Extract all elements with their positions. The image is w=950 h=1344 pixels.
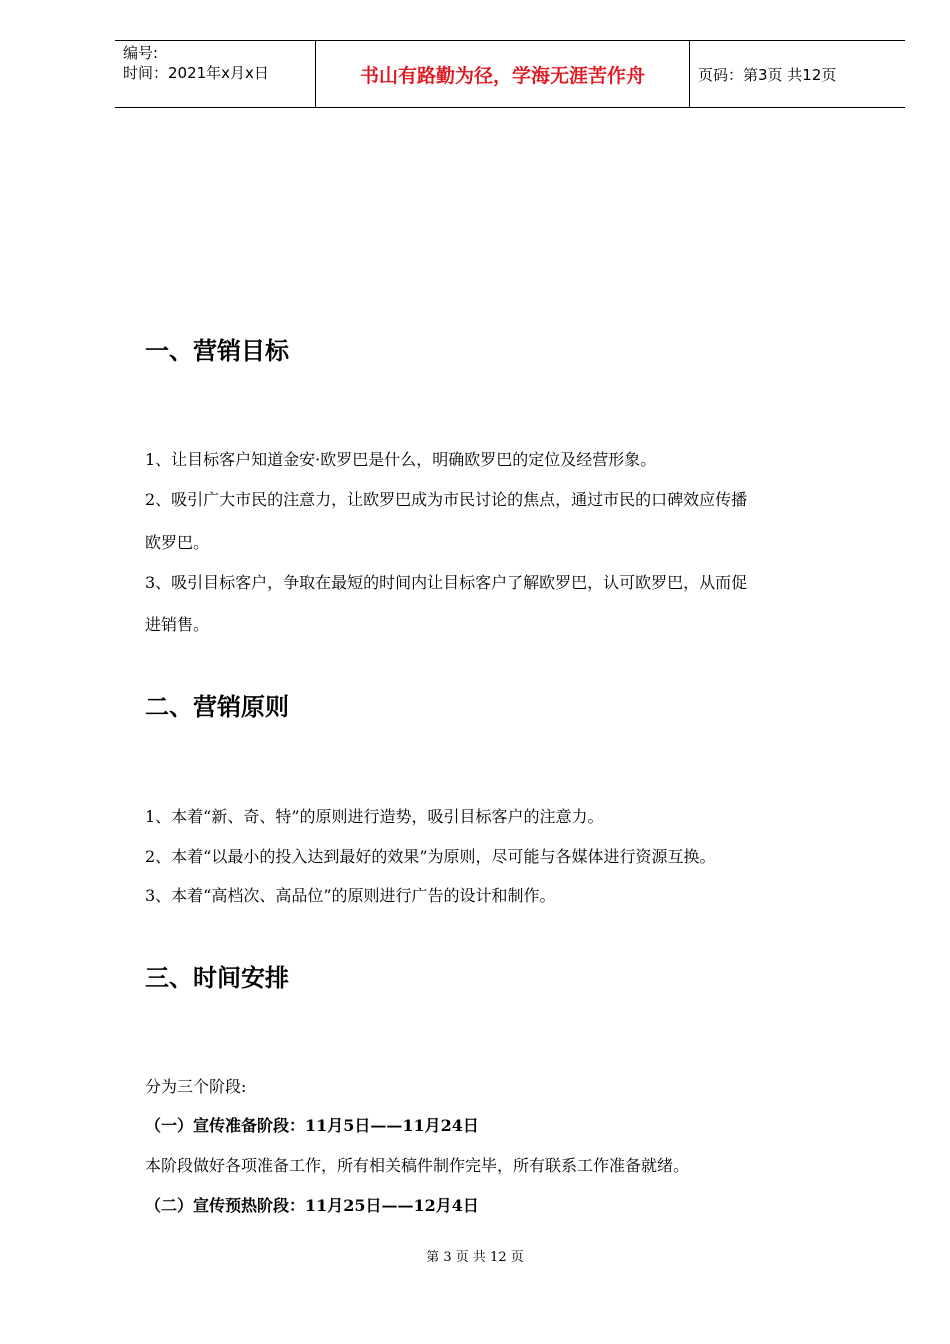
- paragraph-line: 3、本着“高档次、高品位”的原则进行广告的设计和制作。: [145, 886, 556, 905]
- paragraph-line: 1、本着“新、奇、特”的原则进行造势，吸引目标客户的注意力。: [145, 807, 604, 826]
- paragraph-line: 3、吸引目标客户，争取在最短的时间内让目标客户了解欧罗巴，认可欧罗巴，从而促: [145, 573, 748, 592]
- time-label: 时间：2021年x月x日: [123, 64, 269, 82]
- page-footer: 第 3 页 共 12 页: [426, 1250, 524, 1265]
- header-meta: [115, 41, 315, 107]
- stage-heading: （二）宣传预热阶段：11月25日——12月4日: [145, 1196, 479, 1215]
- paragraph-line: 进销售。: [145, 615, 210, 634]
- number-label: 编号:: [123, 44, 159, 62]
- stage-heading: （一）宣传准备阶段：11月5日——11月24日: [145, 1116, 479, 1135]
- paragraph-line: 1、让目标客户知道金安·欧罗巴是什么，明确欧罗巴的定位及经营形象。: [145, 450, 657, 469]
- header-motto-cell: [315, 41, 690, 107]
- paragraph-line: 本阶段做好各项准备工作，所有相关稿件制作完毕，所有联系工作准备就绪。: [145, 1156, 690, 1175]
- header-page-cell: [690, 41, 905, 107]
- paragraph-line: 2、本着“以最小的投入达到最好的效果”为原则，尽可能与各媒体进行资源互换。: [145, 847, 716, 866]
- paragraph-line: 欧罗巴。: [145, 533, 210, 552]
- document-header: [115, 40, 905, 108]
- paragraph-line: 分为三个阶段:: [145, 1077, 247, 1096]
- page-label: 页码：第3页 共12页: [698, 65, 837, 84]
- section-title: 二、营销原则: [145, 693, 289, 721]
- header-motto: 书山有路勤为径，学海无涯苦作舟: [359, 64, 645, 87]
- paragraph-line: 2、吸引广大市民的注意力，让欧罗巴成为市民讨论的焦点，通过市民的口碑效应传播: [145, 490, 748, 509]
- section-title: 三、时间安排: [145, 964, 289, 992]
- section-title: 一、营销目标: [145, 337, 289, 365]
